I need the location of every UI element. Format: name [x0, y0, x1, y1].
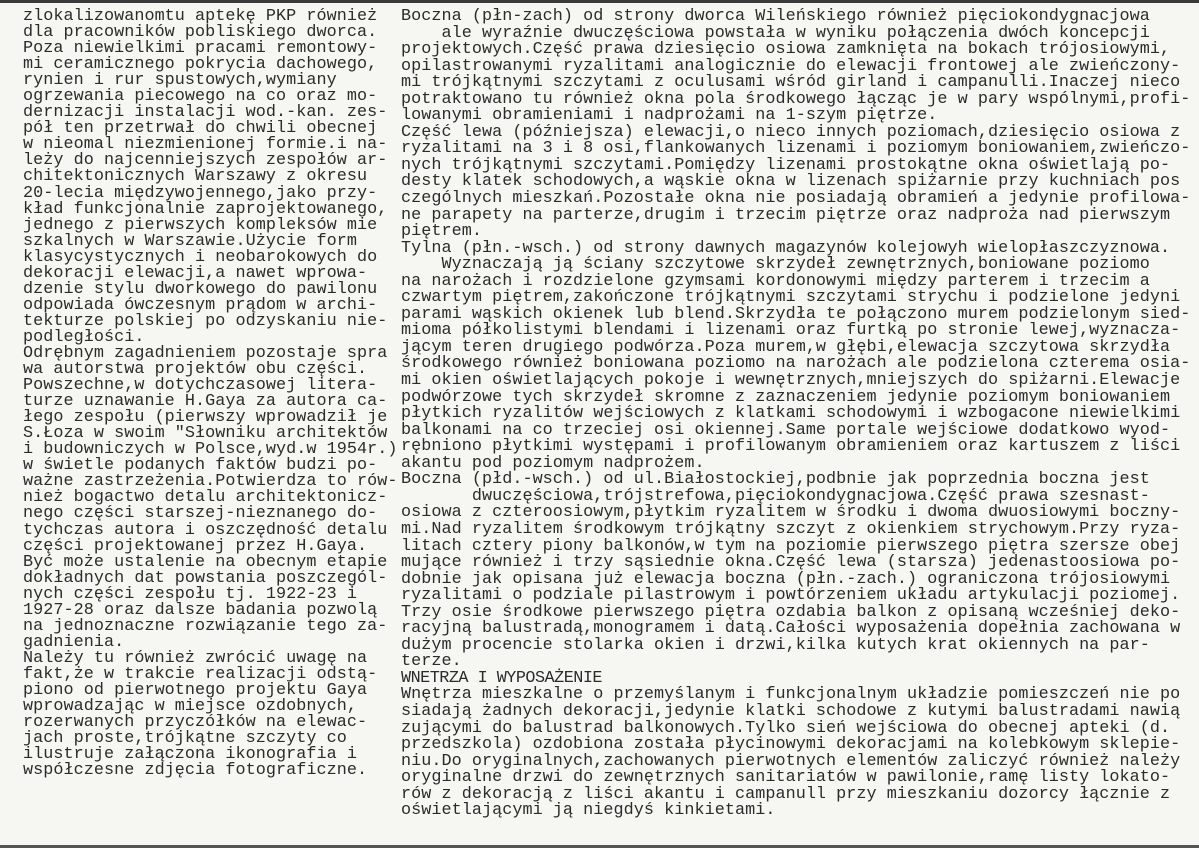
- text-line: mi.Nad ryzalitem środkowym trójkątny szczyt z okienkiem strychowym.Przy ryza-: [401, 519, 1181, 539]
- text-line: chitektonicznych Warszawy z okresu: [23, 167, 368, 187]
- text-line: Boczna (płn-zach) od strony dworca Wileńskiego również pięciokondygnacjowa: [401, 7, 1150, 26]
- text-line: Powszechne,w dotychczasowej litera-: [23, 376, 378, 396]
- text-line: dla pracowników pobliskiego dworca.: [23, 23, 378, 43]
- text-line: Odrębnym zagadnieniem pozostaje spra: [23, 343, 388, 363]
- text-line: leży do najcenniejszych zespołów ar-: [23, 151, 388, 171]
- text-line: litach cztery piony balkonów,w tym na poziomie pierwszego piętra szersze obej: [401, 536, 1181, 556]
- text-line: i budowniczych w Polsce,wyd.w 1954r.): [23, 440, 398, 460]
- text-line: balkonami na co trzeciej osi okiennej.Same portale wejściowe dodatkowo wyod-: [401, 420, 1171, 440]
- text-line: nego części starszej-nieznanego do-: [23, 504, 378, 524]
- text-line: oryginalne drzwi do zewnętrznych sanitariatów w pawilonie,ramę listy lokato-: [401, 768, 1171, 788]
- text-line: Wyznaczają ją ściany szczytowe skrzydeł zewnętrznych,boniowane poziomo: [401, 255, 1150, 275]
- text-line: mi trójkątnymi szczytami z oculusami wśród girland i campanulli.Inaczej nieco: [401, 73, 1181, 93]
- text-line: potraktowano tu również okna pola środkowego łącząc je w pary wspólnymi,profi-: [401, 89, 1191, 109]
- text-line: nych części zespołu tj. 1922-23 i: [23, 584, 357, 604]
- text-line: płytkich ryzalitów wejściowych z klatkami schodowymi i wzbogacone niewielkimi: [401, 404, 1181, 424]
- text-line: S.Łoza w swoim "Słowniku architektów: [23, 424, 388, 444]
- text-line: współczesne zdjęcia fotograficzne.: [23, 761, 368, 781]
- text-line: odpowiada ówczesnym prądom w archi-: [23, 295, 378, 315]
- text-line: dernizacji instalacji wod.-kan. zes-: [23, 103, 388, 123]
- text-line: turze uznawanie H.Gaya za autora ca-: [23, 392, 388, 412]
- text-line: terze.: [401, 652, 462, 672]
- text-line: dużym procencie stolarka okien i drzwi,kilka kutych krat okiennych na par-: [401, 635, 1150, 655]
- text-line: piętrem.: [401, 222, 482, 242]
- text-line: parami wąskich okienek lub blend.Skrzydła te połączono murem podzielonym sied-: [401, 304, 1191, 324]
- text-line: mi okien oświetlających pokoje i wewnętrznych,mniejszych do spiżarni.Elewacje: [401, 371, 1181, 391]
- text-line: ilustruje załączona ikonografia i: [23, 745, 357, 765]
- scan-top-edge: [0, 0, 1199, 3]
- text-line: lowanymi obramieniami i nadprożami na 1-szym piętrze.: [401, 106, 938, 126]
- text-line: na narożach i rozdzielone gzymsami kordonowymi między parterem i trzecim a: [401, 271, 1150, 291]
- text-line: piono od pierwotnego projektu Gaya: [23, 680, 368, 700]
- text-line: środkowego również boniowana poziomo na narożach ale podzielona czterema osia-: [401, 354, 1191, 374]
- text-line: Boczna (płd.-wsch.) od ul.Białostockiej,podbnie jak poprzednia boczna jest: [401, 470, 1150, 490]
- text-line: dzenie stylu dworkowego do pawilonu: [23, 279, 378, 299]
- text-line: ogrzewania piecowego na co oraz mo-: [23, 87, 378, 107]
- text-line: podległości.: [23, 327, 145, 347]
- text-line: fakt,że w trakcie realizacji odstą-: [23, 664, 378, 684]
- text-line: jach proste,trójkątne szczyty co: [23, 729, 347, 749]
- text-line: jednego z pierwszych kompleksów mie: [23, 215, 378, 235]
- text-line: części projektowanej przez H.Gaya.: [23, 536, 368, 556]
- text-line: na jednoznaczne rozwiązanie tego za-: [23, 616, 388, 636]
- right-column-text: [401, 9, 1190, 820]
- text-line: ważne zastrzeżenia.Potwierdza to rów-: [23, 472, 398, 492]
- text-line: mi ceramicznego pokrycia dachowego,: [23, 55, 378, 75]
- text-line: wprowadzając w miejsce ozdobnych,: [23, 697, 357, 717]
- text-line: czwartym piętrem,zakończone trójkątnymi szczytami strychu i podzielone jedyni: [401, 288, 1181, 308]
- text-line: ryzalitami o podziale pilastrowym i powtórzeniem układu artykulacji poziomej.: [401, 586, 1181, 606]
- text-line: szkalnych w Warszawie.Użycie form: [23, 231, 357, 251]
- text-line: w nieomal niezmienionej formie.i na-: [23, 135, 388, 155]
- text-line: Poza niewielkimi pracami remontowy-: [23, 39, 378, 59]
- text-line: Trzy osie środkowe pierwszego piętra ozdabia balkon z opisaną wcześniej deko-: [401, 602, 1181, 622]
- text-line: przedszkola) ozdobiona została płycinowymi dekoracjami na kolebkowym sklepie-: [401, 735, 1181, 755]
- text-line: dobnie jak opisana już elewacja boczna (płn.-zach.) ograniczona trójosiowymi: [401, 569, 1171, 589]
- text-line: mioma półkolistymi blendami i lizenami oraz furtką po stronie lewej,wyznacza-: [401, 321, 1181, 341]
- text-line: nież bogactwo detalu architektonicz-: [23, 488, 388, 508]
- text-line: desty klatek schodowych,a wąskie okna w lizenach spiżarnie przy kuchniach pos: [401, 172, 1181, 192]
- text-line: racyjną balustradą,monogramem i datą.Całości wyposażenia dopełnia zachowana w: [401, 619, 1181, 639]
- text-line: rynien i rur spustowych,wymiany: [23, 71, 337, 91]
- text-line: tychczas autora i oszczędność detalu: [23, 520, 388, 540]
- text-line: opilastrowanymi ryzalitami analogicznie do elewacji frontowej ale zwieńczony-: [401, 56, 1181, 76]
- text-line: gadnienia.: [23, 632, 125, 652]
- text-line: wa autorstwa projektów obu części.: [23, 360, 368, 380]
- section-heading: WNETRZA I WYPOSAŻENIE: [401, 668, 602, 688]
- text-line: tekturze polskiej po odzyskaniu nie-: [23, 311, 388, 331]
- text-line: dokładnych dat powstania poszczegól-: [23, 568, 388, 588]
- text-line: dwuczęściowa,trójstrefowa,pięciokondygnacjowa.Część prawa szesnast-: [401, 486, 1150, 506]
- text-line: akantu pod poziomym nadprożem.: [401, 453, 705, 473]
- text-line: mujące również i trzy sąsiednie okna.Część lewa (starsza) jedenastoosiowa po-: [401, 553, 1181, 573]
- text-line: pół ten przetrwał do chwili obecnej: [23, 119, 378, 139]
- text-line: nych trójkątnymi szczytami.Pomiędzy lizenami prostokątne okna oświetlają po-: [401, 155, 1171, 175]
- text-line: rozerwanych przyczółków na elewac-: [23, 713, 368, 733]
- text-line: ale wyraźnie dwuczęściowa powstała w wyniku połączenia dwóch koncepcji: [401, 23, 1150, 43]
- text-line: w świetle podanych faktów budzi po-: [23, 456, 378, 476]
- text-line: niu.Do oryginalnych,zachowanych pierwotnych elementów zaliczyć również należy: [401, 751, 1181, 771]
- text-line: 20-lecia międzywojennego,jako przy-: [23, 183, 378, 203]
- text-line: dekoracji elewacji,a nawet wprowa-: [23, 263, 368, 283]
- text-line: rębniono płytkimi występami i profilowanym obramieniem oraz kartuszem z liści: [401, 437, 1181, 457]
- text-line: Należy tu również zwrócić uwagę na: [23, 648, 368, 668]
- text-line: zlokalizowanomtu aptekę PKP również: [23, 7, 378, 26]
- text-line: jącym teren drugiego podwórza.Poza murem,w głębi,elewacja szczytowa skrzydła: [401, 337, 1171, 357]
- text-line: łego zespołu (pierwszy wprowadził je: [23, 408, 388, 428]
- left-column-text: [23, 9, 397, 779]
- text-line: Część lewa (późniejsza) elewacji,o nieco innych poziomach,dziesięcio osiowa z: [401, 122, 1181, 142]
- text-line: czególnych mieszkań.Pozostałe okna nie posiadają obramień a jedynie profilowa-: [401, 189, 1191, 209]
- text-line: Wnętrza mieszkalne o przemyślanym i funkcjonalnym układzie pomieszczeń nie po: [401, 685, 1181, 705]
- text-line: rów z dekoracją z liści akantu i campanull przy mieszkaniu dozorcy łącznie z: [401, 784, 1171, 804]
- text-line: klasycystycznych i neobarokowych do: [23, 247, 378, 267]
- text-line: kład funkcjonalnie zaprojektowanego,: [23, 199, 388, 219]
- text-line: 1927-28 oraz dalsze badania pozwolą: [23, 600, 378, 620]
- text-line: projektowych.Część prawa dziesięcio osiowa zamknięta na bokach trójosiowymi,: [401, 40, 1171, 60]
- text-line: osiowa z czteroosiowym,płytkim ryzalitem w środku i dwoma dwuosiowymi boczny-: [401, 503, 1181, 523]
- text-line: ne parapety na parterze,drugim i trzecim piętrze oraz nadproża nad pierwszym: [401, 205, 1171, 225]
- text-line: zującymi do balustrad balkonowych.Tylko sień wejściowa do obecnej apteki (d.: [401, 718, 1171, 738]
- text-line: Być może ustalenie na obecnym etapie: [23, 552, 388, 572]
- text-line: oświetlającymi ją niegdyś kinkietami.: [401, 801, 776, 821]
- text-line: podwórzowe tych skrzydeł skromne z zaznaczeniem jedynie poziomym boniowaniem: [401, 387, 1171, 407]
- text-line: siadają żadnych dekoracji,jedynie klatki schodowe z kutymi balustradami nawią: [401, 701, 1181, 721]
- text-line: Tylna (płn.-wsch.) od strony dawnych magazynów kolejowyh wielopłaszczyznowa.: [401, 238, 1171, 258]
- text-line: ryzalitami na 3 i 8 osi,flankowanych lizenami i poziomym boniowaniem,zwieńczo-: [401, 139, 1191, 159]
